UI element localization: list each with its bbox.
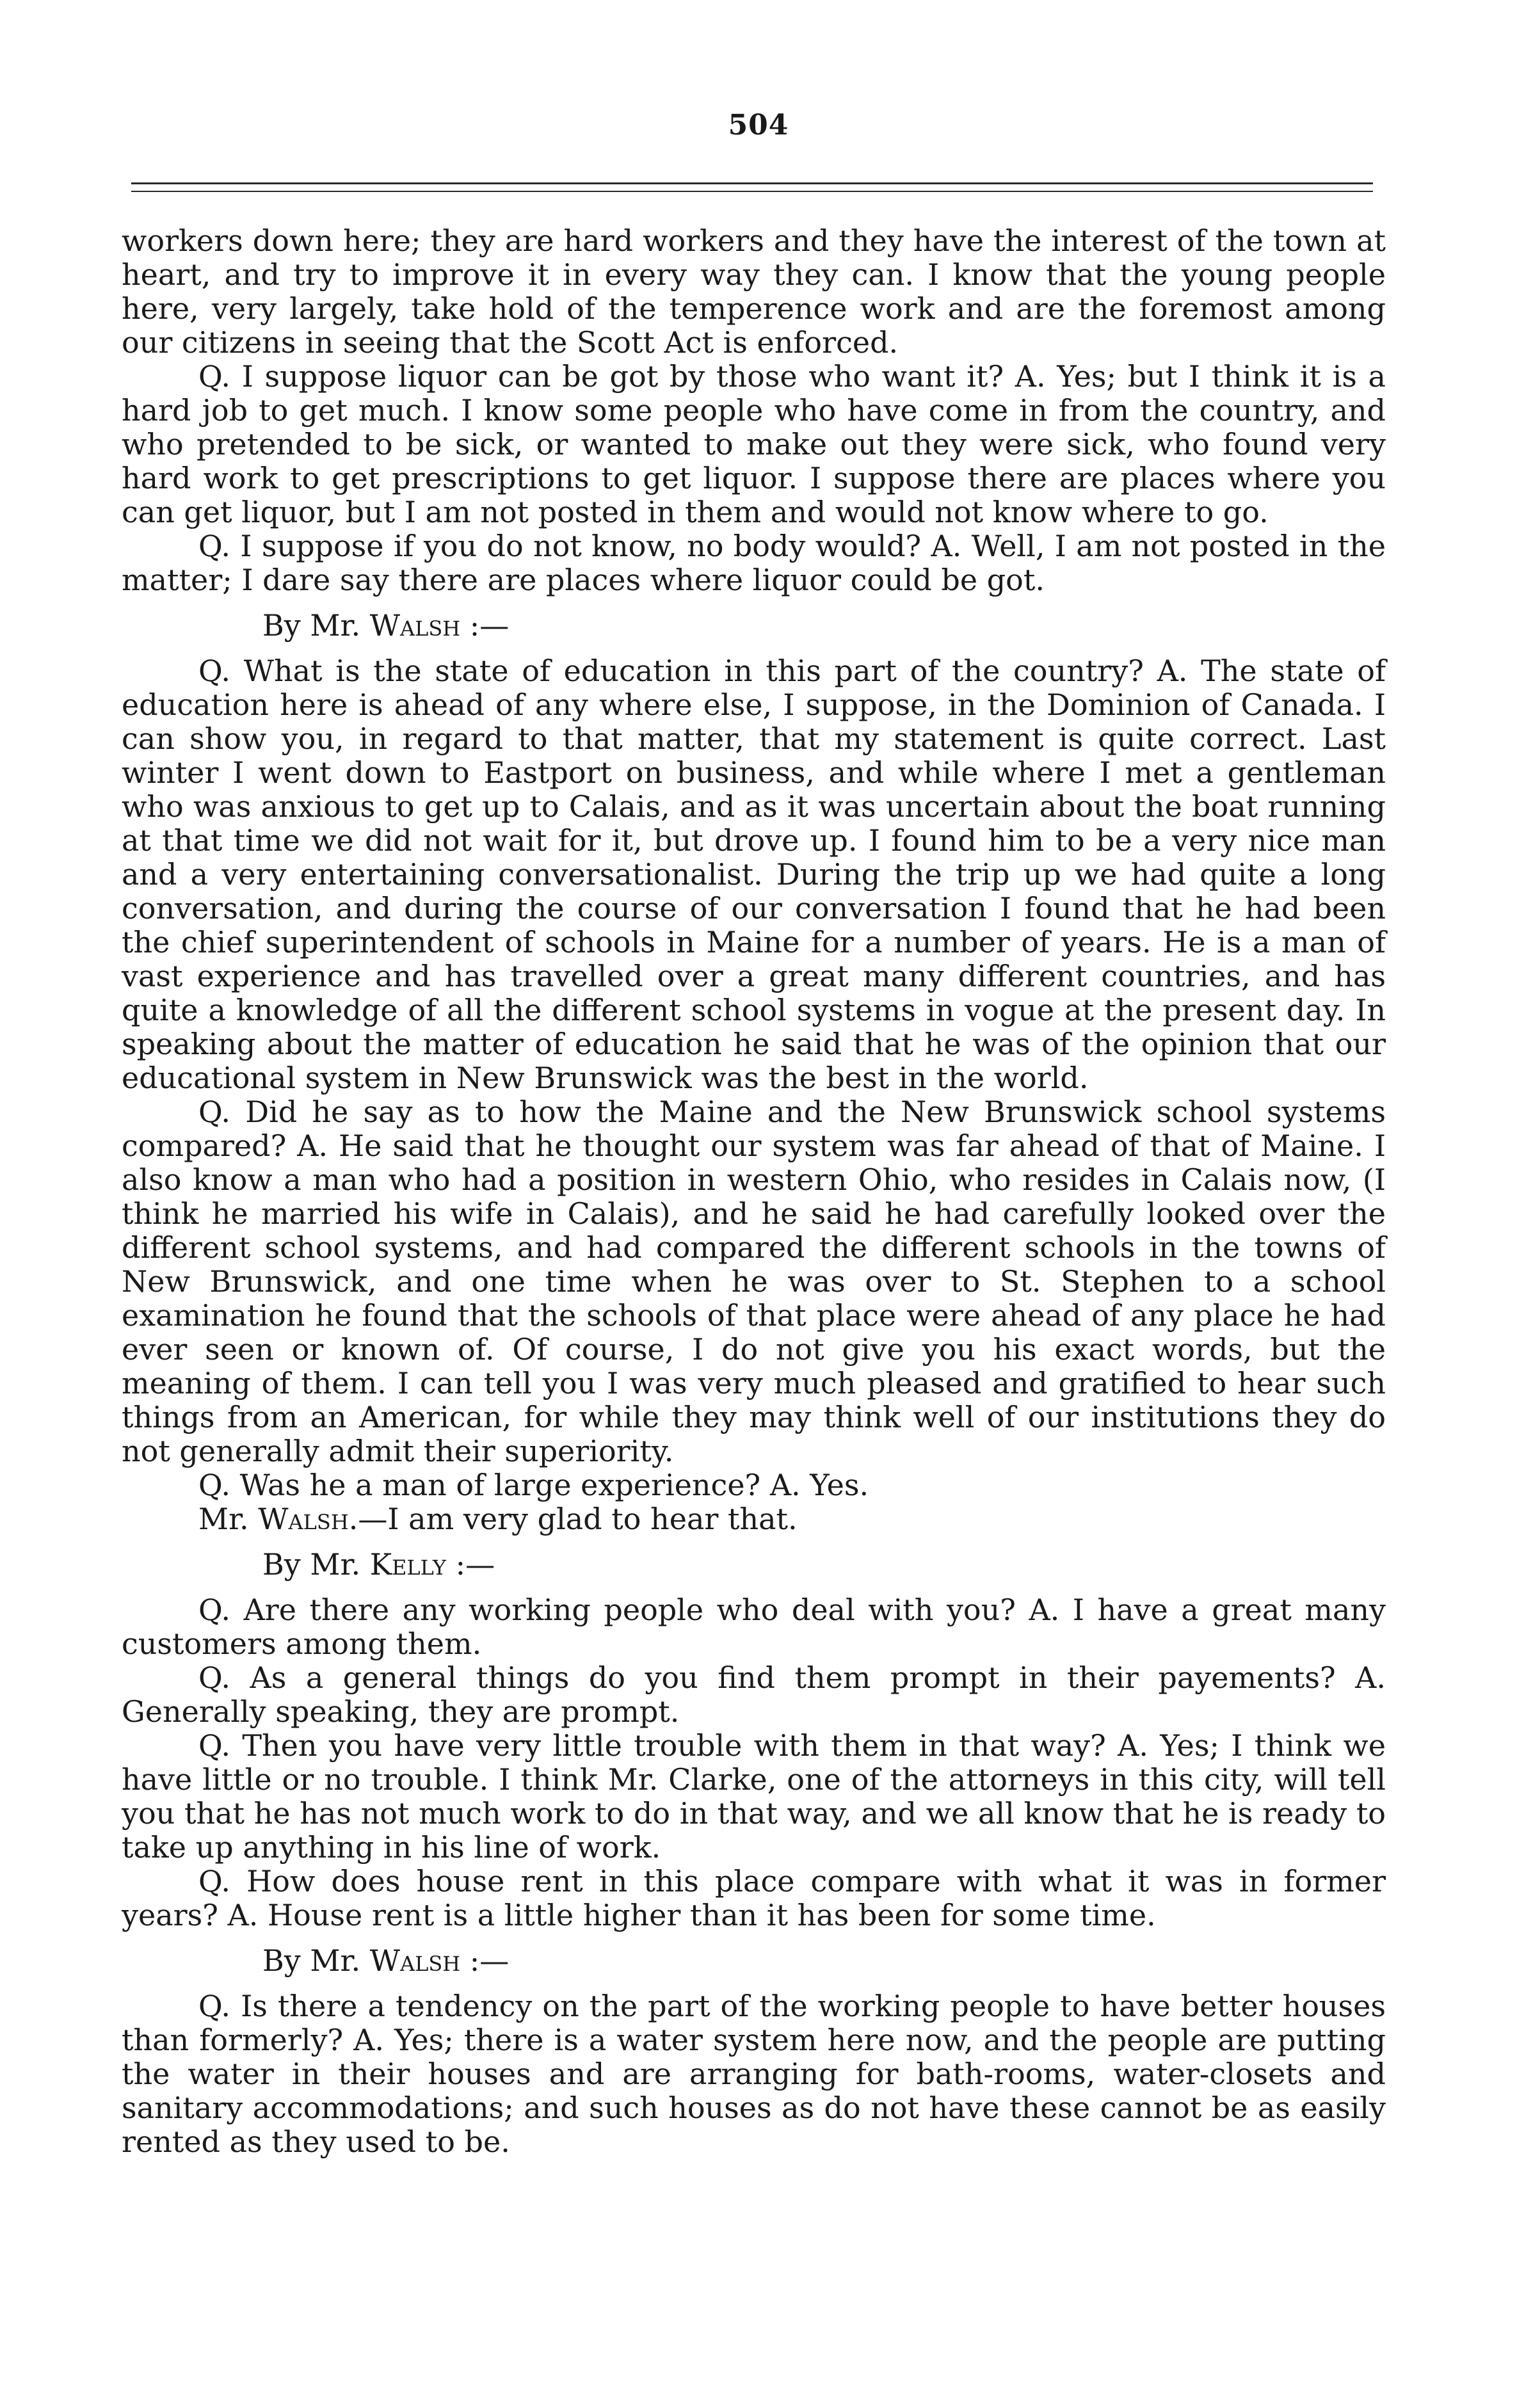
speaker-remark: Mr. Walsh.—I am very glad to hear that. [198, 1502, 798, 1536]
paragraph: Q. What is the state of education in this part of the country? A. The state of education here is ahead of any where else, I suppose, in the Dominion of Canada. I can show you, in regard to that matter, that my statement is quite correct. Last winter I went down to Eastport on business, and while where I met a gentleman who was anxious to get up to Calais, and as it was uncertain about the boat running at that time we did not wait for it, but drove up. I found him to be a very nice man and a very entertaining conversationalist. During the trip up we had quite a long conversation, and during the course of our conversation I found that he had been the chief superintendent of schools in Maine for a number of years. He is a man of vast experience and has travelled over a great many different countries, and has quite a knowledge of all the different school systems in vogue at the present day. In speaking about the matter of education he said that he was of the opinion that our educational system in New Brunswick was the best in the world. [122, 654, 1386, 1095]
paragraph: Q. Did he say as to how the Maine and the New Brunswick school systems compared? A. He said that he thought our system was far ahead of that of Maine. I also know a man who had a position in western Ohio, who resides in Calais now, (I think he married his wife in Calais), and he said he had carefully looked over the different school systems, and had compared the different schools in the towns of New Brunswick, and one time when he was over to St. Stephen to a school examination he found that the schools of that place were ahead of any place he had ever seen or known of. Of course, I do not give you his exact words, but the meaning of them. I can tell you I was very much pleased and gratified to hear such things from an American, for while they may think well of our institutions they do not generally admit their superiority. [122, 1095, 1386, 1468]
body-text [122, 224, 1386, 2159]
speaker-heading: By Mr. Kelly :— [262, 1547, 495, 1582]
header-rule [131, 182, 1373, 184]
paragraph: Q. I suppose liquor can be got by those who want it? A. Yes; but I think it is a hard job to get much. I know some people who have come in from the country, and who pretended to be sick, or wanted to make out they were sick, who found very hard work to get prescriptions to get liquor. I suppose there are places where you can get liquor, but I am not posted in them and would not know where to go. [122, 359, 1386, 529]
header-rule-thin [131, 191, 1373, 192]
paragraph: Q. Are there any working people who deal with you? A. I have a great many customers among them. [122, 1593, 1386, 1661]
paragraph: Q. As a general things do you find them prompt in their payements? A. Generally speaking, they are prompt. [122, 1660, 1386, 1729]
speaker-heading: By Mr. Walsh :— [262, 1943, 510, 1978]
paragraph: workers down here; they are hard workers and they have the interest of the town at heart, and try to improve it in every way they can. I know that the young people here, very largely, take hold of the temperence work and are the foremost among our citizens in seeing that the Scott Act is enforced. [122, 223, 1386, 360]
paragraph: Q. I suppose if you do not know, no body would? A. Well, I am not posted in the matter; I dare say there are places where liquor could be got. [122, 529, 1386, 597]
speaker-heading: By Mr. Walsh :— [262, 608, 510, 643]
page-number: 504 [728, 109, 789, 141]
paragraph: Q. Then you have very little trouble with them in that way? A. Yes; I think we have little or no trouble. I think Mr. Clarke, one of the attorneys in this city, will tell you that he has not much work to do in that way, and we all know that he is ready to take up anything in his line of work. [122, 1728, 1386, 1865]
paragraph: Q. How does house rent in this place compare with what it was in former years? A. House rent is a little higher than it has been for some time. [122, 1864, 1386, 1932]
paragraph: Q. Was he a man of large experience? A. Yes. [198, 1468, 869, 1502]
paragraph: Q. Is there a tendency on the part of the working people to have better houses than formerly? A. Yes; there is a water system here now, and the people are putting the water in their houses and are arranging for bath-rooms, water-closets and sanitary accommodations; and such houses as do not have these cannot be as easily rented as they used to be. [122, 1989, 1386, 2159]
